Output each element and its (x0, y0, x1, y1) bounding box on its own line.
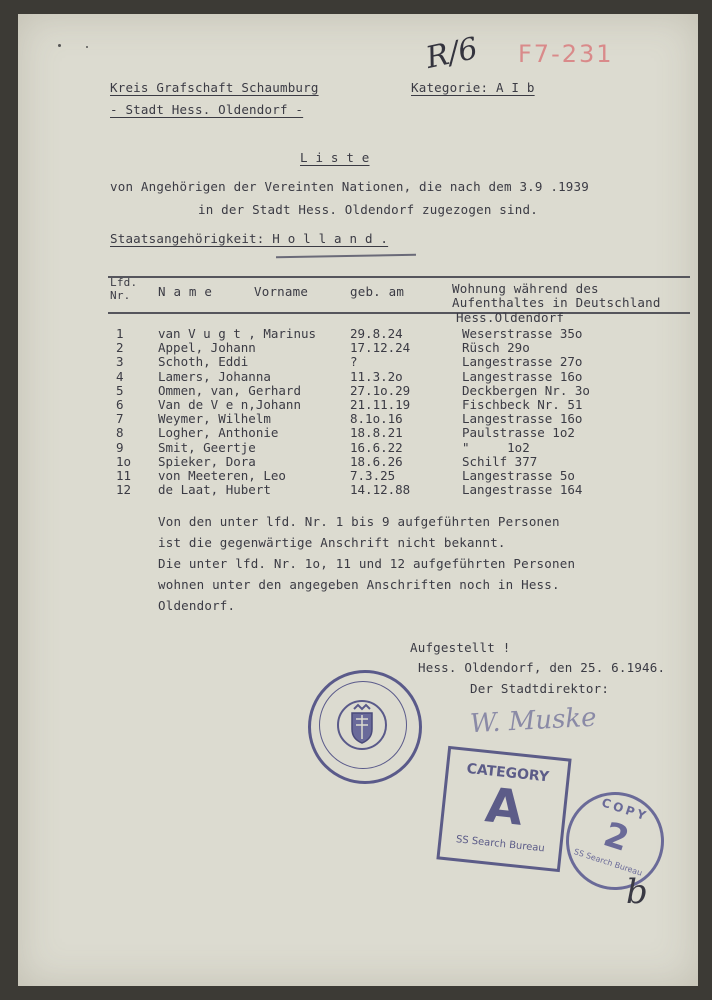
handwritten-number: R/6 (422, 30, 481, 77)
row-address: Langestrasse 16o (462, 368, 583, 384)
copy-stamp-number: 2 (598, 814, 634, 860)
row-geb: 18.6.26 (350, 453, 403, 469)
table-top-rule (108, 276, 690, 278)
row-name: Van de V e n,Johann (158, 397, 301, 412)
row-geb: ? (350, 354, 358, 370)
row-address: Fischbeck Nr. 51 (462, 397, 583, 412)
body-line-4: wohnen unter den angegeben Anschriften noch in Hess. (158, 577, 560, 592)
row-nr: 12 (116, 482, 132, 498)
category-stamp (436, 746, 571, 872)
city-seal-stamp (308, 670, 422, 784)
district-line-1: Kreis Grafschaft Schaumburg (110, 80, 319, 95)
signature-line-1: Aufgestellt ! (410, 640, 511, 655)
row-name: van V u g t , Marinus (158, 326, 317, 341)
row-nr: 1 (116, 326, 124, 341)
row-geb: 27.1o.29 (350, 382, 411, 398)
paper-speck (58, 44, 61, 47)
address-subheader: Hess.Oldendorf (456, 310, 565, 325)
row-geb: 8.1o.16 (350, 411, 403, 427)
row-name: de Laat, Hubert (158, 482, 271, 498)
row-geb: 21.11.19 (350, 397, 411, 412)
row-nr: 1o (116, 453, 132, 469)
copy-stamp-top: COPY (599, 795, 651, 824)
body-line-1: Von den unter lfd. Nr. 1 bis 9 aufgeführten Personen (158, 514, 560, 529)
row-nr: 4 (116, 368, 124, 384)
row-address: Paulstrasse 1o2 (462, 425, 575, 441)
body-line-5: Oldendorf. (158, 598, 236, 613)
category-stamp-footer: SS Search Bureau (455, 834, 546, 855)
row-geb: 17.12.24 (350, 340, 411, 356)
row-name: Spieker, Dora (158, 453, 256, 469)
handwritten-signature: W. Muske (469, 702, 598, 740)
paper-speck (86, 46, 88, 48)
subtitle-line-2: in der Stadt Hess. Oldendorf zugezogen sind. (198, 202, 538, 217)
row-geb: 7.3.25 (350, 468, 396, 483)
row-name: Smit, Geertje (158, 439, 256, 455)
row-name: Appel, Johann (158, 340, 256, 356)
nationality-line: Staatsangehörigkeit: H o l l a n d . (110, 231, 389, 246)
row-geb: 14.12.88 (350, 482, 411, 498)
col-header-nr: Lfd. Nr. (110, 276, 138, 302)
row-nr: 7 (116, 411, 124, 427)
row-nr: 6 (116, 397, 124, 412)
row-address: " 1o2 (462, 439, 530, 455)
corner-pencil-mark: b (626, 872, 648, 912)
row-nr: 11 (116, 468, 132, 483)
row-address: Rüsch 29o (462, 340, 530, 356)
row-geb: 18.8.21 (350, 425, 403, 441)
signature-line-2: Hess. Oldendorf, den 25. 6.1946. (418, 660, 666, 675)
row-nr: 5 (116, 382, 124, 398)
row-geb: 11.3.2o (350, 368, 403, 384)
col-header-wohnung: Wohnung während des Aufenthaltes in Deutschland (452, 281, 661, 310)
body-line-3: Die unter lfd. Nr. 1o, 11 und 12 aufgeführten Personen (158, 556, 576, 571)
row-address: Langestrasse 5o (462, 468, 575, 483)
row-address: Langestrasse 27o (462, 354, 583, 370)
row-name: Schoth, Eddi (158, 354, 249, 370)
row-nr: 9 (116, 439, 124, 455)
row-address: Langestrasse 164 (462, 482, 583, 498)
copy-stamp-footer: SS Search Bureau (572, 847, 644, 878)
row-name: von Meeteren, Leo (158, 468, 286, 483)
table-header-rule (108, 312, 690, 314)
red-pencil-code: F7-231 (518, 40, 614, 68)
row-name: Logher, Anthonie (158, 425, 279, 441)
row-nr: 3 (116, 354, 124, 370)
col-header-geb: geb. am (350, 284, 405, 299)
row-address: Deckbergen Nr. 3o (462, 382, 590, 398)
col-header-name: N a m e (158, 284, 213, 299)
row-address: Schilf 377 (462, 453, 538, 469)
category-stamp-title: CATEGORY (465, 760, 550, 786)
row-geb: 16.6.22 (350, 439, 403, 455)
row-nr: 2 (116, 340, 124, 356)
row-name: Weymer, Wilhelm (158, 411, 271, 427)
category-label: Kategorie: A I b (411, 80, 535, 95)
district-line-2: - Stadt Hess. Oldendorf - (110, 102, 304, 117)
signature-line-3: Der Stadtdirektor: (470, 681, 610, 696)
subtitle-line-1: von Angehörigen der Vereinten Nationen, die nach dem 3.9 .1939 (110, 179, 589, 194)
decorative-wavy-line (276, 254, 416, 258)
list-heading: L i s t e (300, 150, 370, 165)
copy-stamp (553, 779, 676, 902)
row-geb: 29.8.24 (350, 326, 403, 341)
row-name: Lamers, Johanna (158, 368, 271, 384)
row-address: Weserstrasse 35o (462, 326, 583, 341)
body-line-2: ist die gegenwärtige Anschrift nicht bekannt. (158, 535, 506, 550)
row-name: Ommen, van, Gerhard (158, 382, 301, 398)
coat-of-arms-icon (332, 695, 392, 755)
document-page (18, 14, 698, 986)
col-header-vorname: Vorname (254, 284, 309, 299)
row-address: Langestrasse 16o (462, 411, 583, 427)
category-stamp-letter: A (482, 777, 526, 837)
row-nr: 8 (116, 425, 124, 441)
